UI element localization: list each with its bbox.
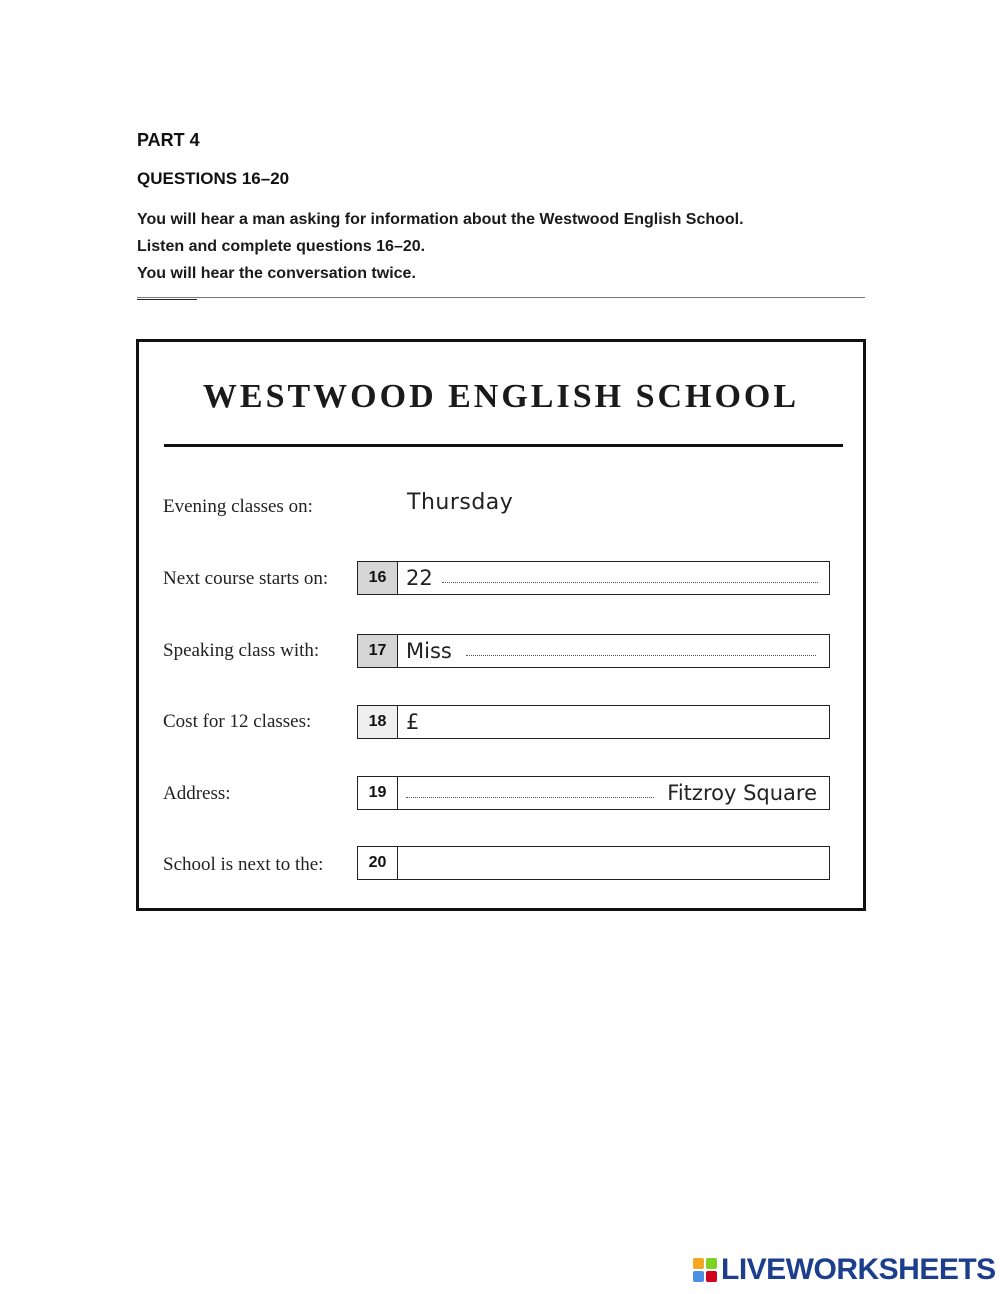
label-19: Address: — [163, 783, 231, 804]
answer-field-19[interactable] — [357, 776, 830, 810]
field-prefix-17: Miss — [406, 639, 452, 663]
logo-tile-v — [693, 1271, 704, 1282]
logo-tile-e — [706, 1271, 717, 1282]
answer-field-20[interactable] — [357, 846, 830, 880]
question-number-20: 20 — [358, 847, 398, 879]
logo-tile-i — [706, 1258, 717, 1269]
question-number-17: 17 — [358, 635, 398, 667]
field-prefix-16: 22 — [406, 566, 433, 590]
questions-title: QUESTIONS 16–20 — [137, 169, 290, 188]
label-20: School is next to the: — [163, 854, 324, 875]
evening-value: Thursday — [407, 490, 514, 515]
question-number-18: 18 — [358, 706, 398, 738]
header-divider — [137, 297, 865, 298]
instruction-line-3: You will hear the conversation twice. — [137, 265, 416, 282]
answer-dots-17 — [466, 655, 816, 656]
school-title: WESTWOOD ENGLISH SCHOOL — [202, 378, 800, 415]
title-underline — [164, 444, 843, 447]
evening-label: Evening classes on: — [163, 496, 313, 517]
part-title: PART 4 — [137, 130, 200, 150]
liveworksheets-wordmark: LIVEWORKSHEETS — [721, 1253, 996, 1286]
logo-tile-l — [693, 1258, 704, 1269]
liveworksheets-icon — [693, 1258, 717, 1282]
field-prefix-18: £ — [406, 710, 420, 734]
question-number-16: 16 — [358, 562, 398, 594]
field-suffix-19: Fitzroy Square — [667, 781, 817, 805]
liveworksheets-logo — [693, 1255, 996, 1285]
label-16: Next course starts on: — [163, 568, 329, 589]
answer-dots-16 — [442, 582, 818, 583]
answer-field-17[interactable] — [357, 634, 830, 668]
answer-field-16[interactable] — [357, 561, 830, 595]
answer-field-18[interactable] — [357, 705, 830, 739]
label-17: Speaking class with: — [163, 640, 320, 661]
instruction-line-2: Listen and complete questions 16–20. — [137, 238, 426, 255]
label-18: Cost for 12 classes: — [163, 711, 312, 732]
instruction-line-1: You will hear a man asking for information about the Westwood English School. — [137, 211, 744, 228]
answer-dots-19 — [406, 797, 654, 798]
question-number-19: 19 — [358, 777, 398, 809]
form-box — [136, 339, 866, 911]
